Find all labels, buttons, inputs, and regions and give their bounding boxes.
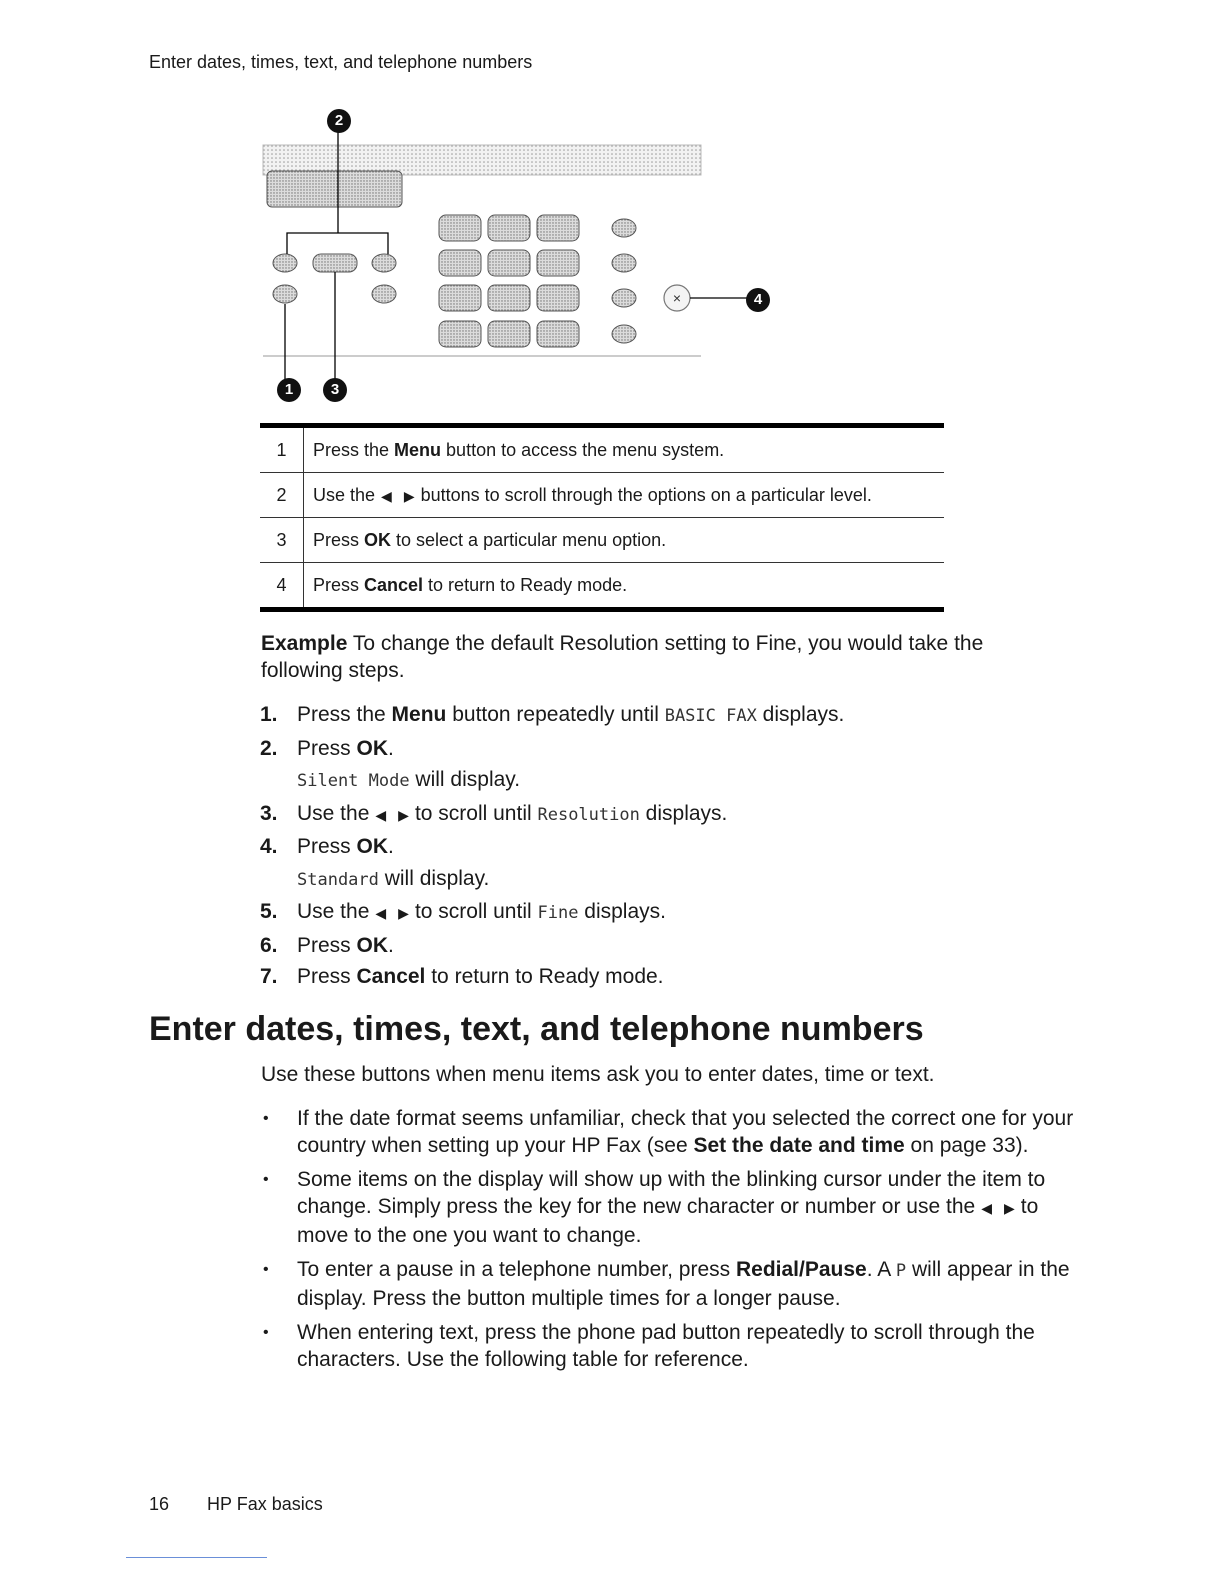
list-item: 2. Press OK. Silent Mode will display. bbox=[260, 736, 521, 791]
example-label: Example bbox=[261, 632, 348, 655]
callout-4: 4 bbox=[746, 288, 770, 312]
list-item: 3. Use the ◀ ▶ to scroll until Resolution displays. bbox=[260, 798, 1020, 832]
list-item: • When entering text, press the phone pad button repeatedly to scroll through the characters. Use the following table for reference. bbox=[260, 1319, 1085, 1373]
list-item: 6. Press OK. bbox=[260, 933, 394, 957]
steps-list bbox=[260, 699, 1020, 993]
row-number: 4 bbox=[260, 563, 304, 610]
list-item: 7. Press Cancel to return to Ready mode. bbox=[260, 965, 664, 988]
row-description: Press Cancel to return to Ready mode. bbox=[304, 563, 945, 610]
bottom-divider bbox=[126, 1557, 267, 1558]
right-arrow-icon: ▶ bbox=[403, 487, 415, 504]
table-row bbox=[260, 426, 944, 473]
section-intro: Use these buttons when menu items ask you to enter dates, time or text. bbox=[261, 1063, 935, 1086]
cross-reference-link[interactable]: Set the date and time bbox=[693, 1134, 905, 1157]
lcd-display bbox=[267, 171, 402, 207]
page-footer bbox=[149, 1494, 323, 1515]
table-row bbox=[260, 518, 944, 563]
control-panel-figure bbox=[255, 105, 775, 415]
left-arrow-icon: ◀ bbox=[375, 905, 387, 921]
row-description: Use the ◀ ▶ buttons to scroll through the options on a particular level. bbox=[304, 473, 945, 518]
list-item: 4. Press OK. Standard will display. bbox=[260, 835, 490, 890]
function-buttons bbox=[612, 219, 636, 343]
right-arrow-icon: ▶ bbox=[398, 905, 409, 921]
list-item: 1. Press the Menu button repeatedly until BASIC FAX displays. bbox=[260, 703, 845, 726]
list-item: • To enter a pause in a telephone number, press Redial/Pause. A P will appear in the display. Press the button multiple times for a longer pause. bbox=[260, 1256, 1085, 1312]
list-item: • Some items on the display will show up with the blinking cursor under the item to change. Simply press the key for the new character or number or use the ◀ ▶ to move to the one you want to change. bbox=[260, 1166, 1085, 1249]
callout-2: 2 bbox=[327, 109, 351, 133]
list-item: • If the date format seems unfamiliar, check that you selected the correct one for your country when setting up your HP Fax (see Set the date and time on page 33). bbox=[260, 1105, 1085, 1159]
keypad bbox=[439, 215, 579, 347]
row-description: Press the Menu button to access the menu system. bbox=[313, 439, 725, 460]
callout-1: 1 bbox=[277, 378, 301, 402]
left-arrow-icon: ◀ bbox=[981, 1200, 992, 1216]
callout-key-table bbox=[260, 423, 944, 612]
row-number: 2 bbox=[260, 473, 304, 518]
running-header: Enter dates, times, text, and telephone numbers bbox=[149, 52, 533, 72]
control-panel-illustration bbox=[255, 105, 775, 415]
table-row bbox=[260, 563, 944, 610]
row-description: Press OK to select a particular menu option. bbox=[304, 518, 945, 563]
callout-3: 3 bbox=[323, 378, 347, 402]
right-arrow-icon: ▶ bbox=[398, 806, 409, 823]
right-arrow-icon: ▶ bbox=[1003, 1200, 1015, 1216]
list-item: 5. Use the ◀ ▶ to scroll until Fine displays. bbox=[260, 896, 1020, 930]
page-number: 16 bbox=[149, 1494, 170, 1514]
bullet-list bbox=[260, 1105, 1085, 1380]
left-arrow-icon: ◀ bbox=[381, 487, 392, 504]
section-heading: Enter dates, times, text, and telephone numbers bbox=[149, 1010, 924, 1048]
left-arrow-icon: ◀ bbox=[375, 806, 387, 823]
example-paragraph: Example To change the default Resolution setting to Fine, you would take the following steps. bbox=[261, 632, 984, 682]
footer-title: HP Fax basics bbox=[207, 1494, 323, 1514]
table-row bbox=[260, 473, 944, 518]
row-number: 1 bbox=[260, 426, 304, 473]
svg-text:×: × bbox=[672, 290, 682, 306]
row-number: 3 bbox=[260, 518, 304, 563]
